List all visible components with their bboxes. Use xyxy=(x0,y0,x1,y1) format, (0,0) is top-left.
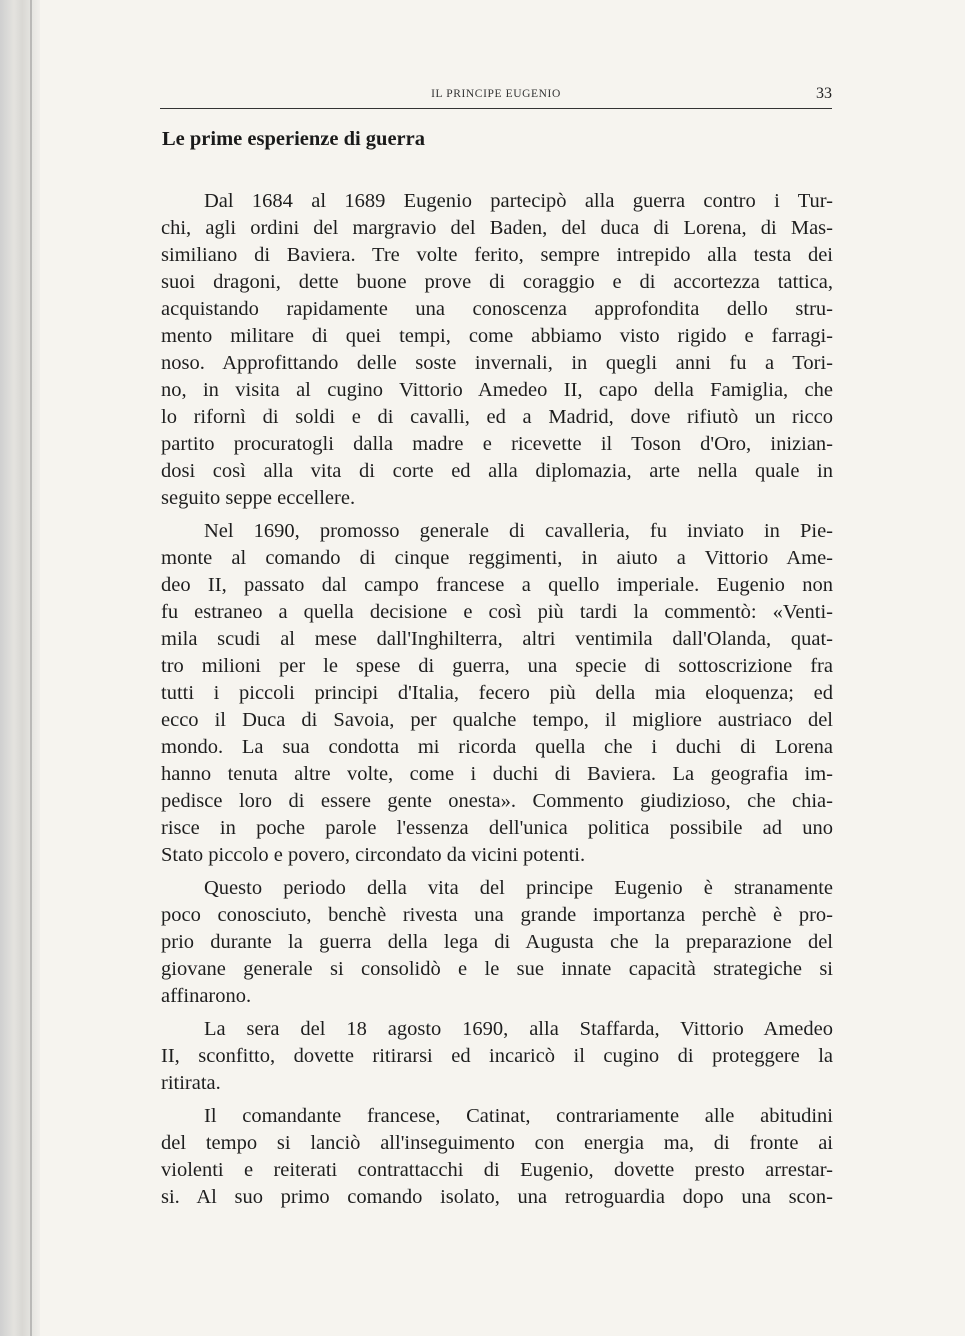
text-line: chi, agli ordini del margravio del Baden, del duca di Lorena, di Mas- xyxy=(161,217,833,239)
text-line: ecco il Duca di Savoia, per qualche tempo, il migliore austriaco del xyxy=(161,709,833,731)
text-line: La sera del 18 agosto 1690, alla Staffarda, Vittorio Amedeo xyxy=(204,1018,833,1040)
binding-edge xyxy=(30,0,32,1336)
text-line: violenti e reiterati contrattacchi di Eugenio, dovette presto arrestar- xyxy=(161,1159,833,1181)
section-title: Le prime esperienze di guerra xyxy=(162,128,426,150)
book-binding-shadow xyxy=(0,0,40,1336)
page-header xyxy=(160,86,832,109)
text-line: tro milioni per le spese di guerra, una specie di sottoscrizione fra xyxy=(161,655,833,677)
text-line: deo II, passato dal campo francese a quello imperiale. Eugenio non xyxy=(161,574,833,596)
page-number: 33 xyxy=(816,85,832,102)
text-line: giovane generale si consolidò e le sue innate capacità strategiche si xyxy=(161,958,833,980)
text-line: Stato piccolo e povero, circondato da vicini potenti. xyxy=(161,844,586,866)
text-line: suoi dragoni, dette buone prove di coraggio e di accortezza tattica, xyxy=(161,271,833,293)
text-line: Questo periodo della vita del principe Eugenio è stranamente xyxy=(204,877,833,899)
text-line: dosi così alla vita di corte ed alla diplomazia, arte nella quale in xyxy=(161,460,833,482)
text-line: mila scudi al mese dall'Inghilterra, altri ventimila dall'Olanda, quat- xyxy=(161,628,833,650)
text-line: risce in poche parole l'essenza dell'unica politica possibile ad uno xyxy=(161,817,833,839)
text-line: noso. Approfittando delle soste invernali, in quegli anni fu a Tori- xyxy=(161,352,833,374)
text-line: Nel 1690, promosso generale di cavalleria, fu inviato in Pie- xyxy=(204,520,833,542)
running-title: IL PRINCIPE EUGENIO xyxy=(431,88,561,100)
text-line: poco conosciuto, benchè rivesta una grande importanza perchè è pro- xyxy=(161,904,833,926)
text-line: ritirata. xyxy=(161,1072,221,1094)
text-line: pedisce loro di essere gente onesta». Commento giudizioso, che chia- xyxy=(161,790,833,812)
text-line: acquistando rapidamente una conoscenza approfondita dello stru- xyxy=(161,298,833,320)
text-line: mento militare di quei tempi, come abbiamo visto rigido e farragi- xyxy=(161,325,833,347)
text-line: hanno tenuta altre volte, come i duchi di Baviera. La geografia im- xyxy=(161,763,833,785)
text-line: partito procuratogli dalla madre e ricevette il Toson d'Oro, inizian- xyxy=(161,433,833,455)
text-line: similiano di Baviera. Tre volte ferito, sempre intrepido alla testa dei xyxy=(161,244,833,266)
text-line: II, sconfitto, dovette ritirarsi ed incaricò il cugino di proteggere la xyxy=(161,1045,833,1067)
text-line: tutti i piccoli principi d'Italia, fecero più della mia eloquenza; ed xyxy=(161,682,833,704)
text-line: mondo. La sua condotta mi ricorda quella che i duchi di Lorena xyxy=(161,736,833,758)
text-line: prio durante la guerra della lega di Augusta che la preparazione del xyxy=(161,931,833,953)
text-line: monte al comando di cinque reggimenti, in aiuto a Vittorio Ame- xyxy=(161,547,833,569)
text-line: Dal 1684 al 1689 Eugenio partecipò alla guerra contro i Tur- xyxy=(204,190,833,212)
text-line: fu estraneo a quella decisione e così più tardi la commentò: «Venti- xyxy=(161,601,833,623)
text-line: seguito seppe eccellere. xyxy=(161,487,356,509)
body-text xyxy=(161,188,833,1211)
text-line: lo rifornì di soldi e di cavalli, ed a Madrid, dove rifiutò un ricco xyxy=(161,406,833,428)
text-line: affinarono. xyxy=(161,985,252,1007)
text-line: Il comandante francese, Catinat, contrariamente alle abitudini xyxy=(204,1105,833,1127)
text-line: no, in visita al cugino Vittorio Amedeo II, capo della Famiglia, che xyxy=(161,379,833,401)
text-line: del tempo si lanciò all'inseguimento con energia ma, di fronte ai xyxy=(161,1132,833,1154)
text-line: si. Al suo primo comando isolato, una retroguardia dopo una scon- xyxy=(161,1186,833,1208)
